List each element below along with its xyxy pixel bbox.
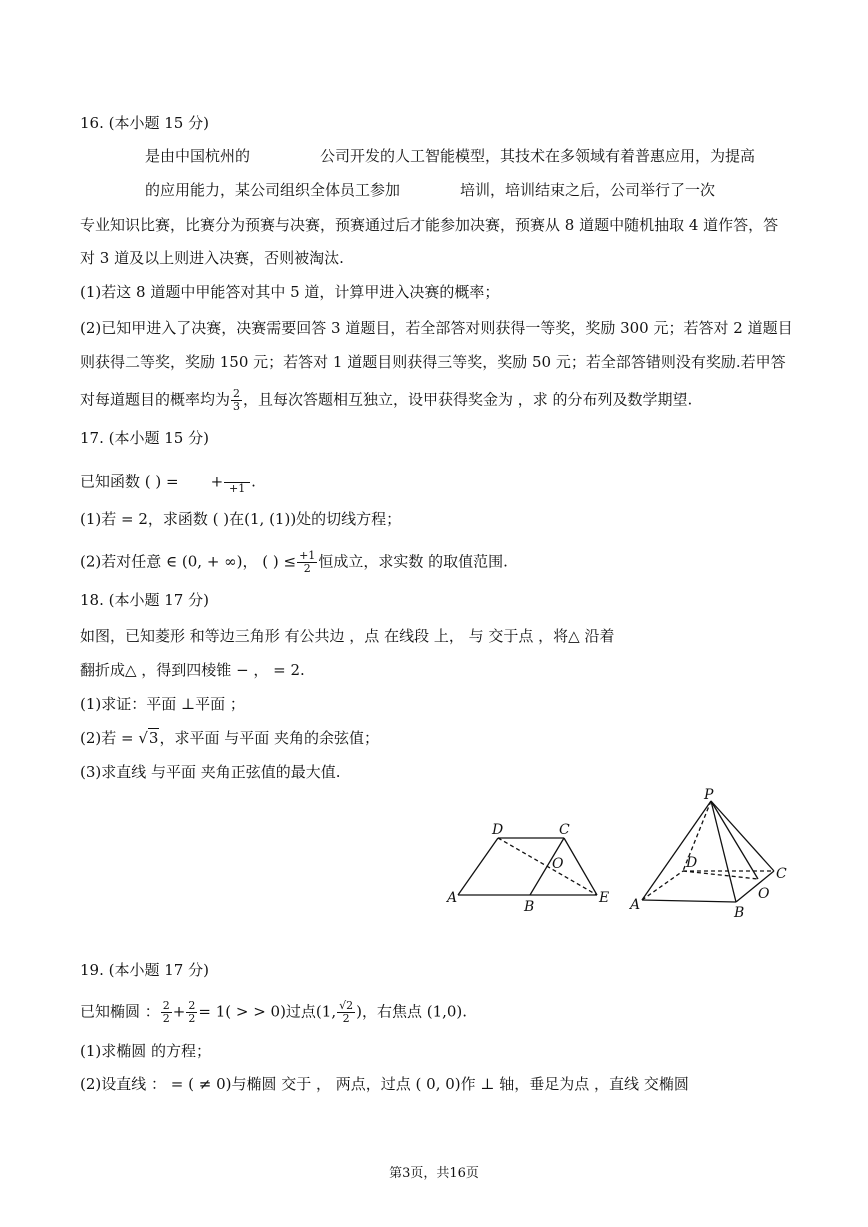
q19-part1: (1)求椭圆 的方程；	[80, 1042, 212, 1060]
fig1-label-C: C	[559, 822, 570, 838]
figure-pyramid	[626, 785, 796, 925]
q16-part2-l3-a: 对每道题目的概率均为	[80, 390, 231, 409]
q17-part2-fraction	[297, 550, 317, 575]
q18-part3: (3)求直线 与平面 夹角正弦值的最大值.	[80, 763, 341, 781]
q17-line1-b: +	[210, 472, 224, 491]
q17-frac-den: +1	[229, 482, 246, 495]
fig2-label-B: B	[734, 905, 745, 921]
q18-part1: (1)求证：平面 ⊥平面 ；	[80, 695, 245, 713]
q19-pt-num: √2	[339, 999, 354, 1012]
fig1-label-A: A	[447, 890, 458, 906]
fig2-label-O: O	[758, 886, 770, 902]
fig1-label-E: E	[599, 890, 610, 906]
q16-part2-l2: 则获得二等奖，奖励 150 元；若答对 1 道题目则获得三等奖，奖励 50 元；若全部答错则没有奖励.若甲答	[80, 353, 786, 371]
q16-frac-den: 3	[233, 400, 241, 413]
q17-part2-a: (2)若对任意 ∈ (0, + ∞)， ( ) ≤	[80, 552, 297, 571]
q19-plus: +	[172, 1002, 186, 1021]
q17-part2	[80, 550, 508, 575]
q17-fraction	[224, 470, 250, 495]
fig2-label-P: P	[704, 787, 714, 803]
q19-frac-point	[337, 1000, 355, 1025]
q16-line3: 专业知识比赛，比赛分为预赛与决赛，预赛通过后才能参加决赛，预赛从 8 道题中随机抽取 4 道作答，答	[80, 216, 779, 234]
q19-line1-a: 已知椭圆 ：	[80, 1002, 160, 1021]
q17-part1: (1)若 = 2，求函数 ( )在(1, (1))处的切线方程；	[80, 510, 402, 528]
fig1-label-B: B	[524, 899, 535, 915]
q19-line1-b: = 1( > > 0)过点(1,	[198, 1002, 337, 1021]
fig1-label-O: O	[552, 856, 564, 872]
q17-part2-frac-num: +1	[299, 549, 316, 562]
q16-line2-b: 培训，培训结束之后，公司举行了一次	[460, 181, 716, 199]
q16-header: 16. (本小题 15 分)	[80, 114, 209, 132]
q16-line2	[145, 180, 715, 200]
q17-line1	[80, 470, 256, 495]
q17-header: 17. (本小题 15 分)	[80, 429, 209, 447]
q17-line1-c: .	[251, 472, 256, 491]
q19-header: 19. (本小题 17 分)	[80, 961, 209, 979]
q19-part2: (2)设直线 ： = ( ≠ 0)与椭圆 交于 ， 两点，过点 ( 0, 0)作 ⊥ 轴，垂足为点 ，直线 交椭圆	[80, 1075, 689, 1093]
q18-part2: (2)若 = √3，求平面 与平面 夹角的余弦值；	[80, 729, 380, 747]
q17-line1-a: 已知函数 ( ) =	[80, 472, 179, 491]
q19-f1-num: 2	[162, 999, 170, 1012]
fig2-label-C: C	[776, 866, 787, 882]
fig2-label-A: A	[630, 897, 641, 913]
q16-part1: (1)若这 8 道题中甲能答对其中 5 道，计算甲进入决赛的概率；	[80, 283, 500, 301]
fig1-label-D: D	[492, 822, 504, 838]
q19-f2-num: 2	[188, 999, 196, 1012]
q19-line1-c: )，右焦点 (1,0).	[356, 1002, 468, 1021]
q16-line1-b: 公司开发的人工智能模型，其技术在多领域有着普惠应用，为提高	[320, 147, 756, 165]
q16-line1-a: 是由中国杭州的	[145, 147, 251, 165]
q19-frac-x	[161, 1000, 172, 1025]
q18-line1: 如图，已知菱形 和等边三角形 有公共边 ，点 在线段 上， 与 交于点 ，将△ 沿着	[80, 627, 615, 645]
q18-part2-b: ，求平面 与平面 夹角的余弦值；	[159, 729, 380, 747]
q17-part2-frac-den: 2	[303, 562, 311, 575]
q16-line4: 对 3 道及以上则进入决赛，否则被淘汰.	[80, 249, 344, 267]
q16-part2-l3	[80, 388, 692, 413]
q19-line1	[80, 1000, 467, 1025]
q16-line1	[145, 146, 755, 166]
q16-part2-l1: (2)已知甲进入了决赛，决赛需要回答 3 道题目，若全部答对则获得一等奖，奖励 300 元；若答对 2 道题目	[80, 319, 793, 337]
q19-f2-den: 2	[188, 1012, 196, 1025]
fig2-label-D: D	[686, 855, 698, 871]
q18-header: 18. (本小题 17 分)	[80, 591, 209, 609]
q16-part2-l3-b: ，且每次答题相互独立，设甲获得奖金为 ，求 的分布列及数学期望.	[243, 390, 693, 409]
figure-rhombus-triangle	[440, 815, 620, 915]
q18-sqrt-value: 3	[148, 729, 159, 747]
q16-line2-a: 的应用能力，某公司组织全体员工参加	[145, 181, 401, 199]
q18-part2-a: (2)若 =	[80, 729, 134, 747]
q16-frac-num: 2	[233, 387, 241, 400]
q17-part2-b: 恒成立，求实数 的取值范围.	[318, 552, 508, 571]
q19-f1-den: 2	[162, 1012, 170, 1025]
page-footer: 第3页，共16页	[389, 1166, 479, 1181]
q19-frac-y	[186, 1000, 197, 1025]
q16-fraction	[231, 388, 242, 413]
q19-pt-den: 2	[342, 1012, 350, 1025]
q18-line2: 翻折成△ ，得到四棱锥 − ， = 2.	[80, 661, 305, 679]
